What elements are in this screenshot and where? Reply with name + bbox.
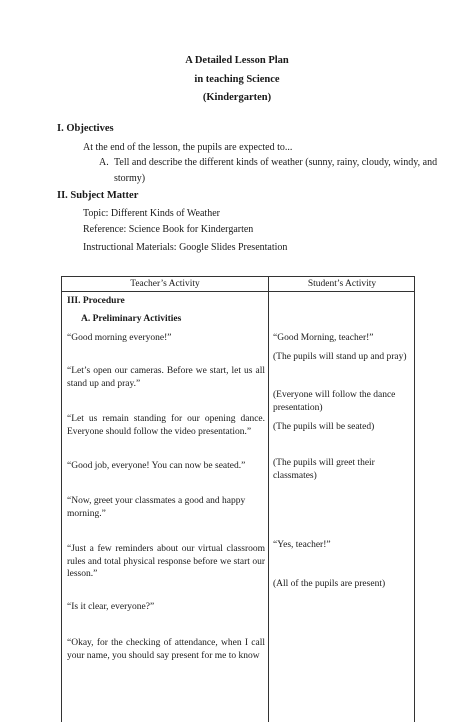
teacher-line-4: “Good job, everyone! You can now be seated.” [67, 461, 246, 471]
header-divider [62, 291, 414, 292]
preliminary-heading: A. Preliminary Activities [81, 314, 182, 324]
doc-title-line3: (Kindergarten) [202, 92, 272, 103]
teacher-line-6: “Just a few reminders about our virtual classroom rules and total physical response before we start our lesson.” [67, 544, 265, 579]
objective-a-line2: stormy) [114, 173, 146, 184]
teacher-line-7: “Is it clear, everyone?” [67, 602, 155, 612]
student-line-3: (Everyone will follow the dance presentation) [273, 390, 396, 413]
doc-title-line1: A Detailed Lesson Plan [185, 55, 289, 66]
topic-line: Topic: Different Kinds of Weather [83, 208, 220, 219]
objective-a-line1: Tell and describe the different kinds of weather (sunny, rainy, cloudy, windy, and [114, 157, 438, 168]
subject-matter-heading: II. Subject Matter [57, 190, 139, 201]
materials-line: Instructional Materials: Google Slides Presentation [83, 242, 288, 253]
teacher-line-2: “Let’s open our cameras. Before we start, let us all stand up and pray.” [67, 366, 265, 389]
student-line-5: (The pupils will greet their classmates) [273, 458, 375, 481]
procedure-heading: III. Procedure [67, 296, 125, 306]
student-line-4: (The pupils will be seated) [273, 422, 375, 432]
doc-title-line2: in teaching Science [194, 74, 280, 85]
student-line-2: (The pupils will stand up and pray) [273, 352, 407, 362]
reference-line: Reference: Science Book for Kindergarten [83, 224, 254, 235]
teacher-column-header: Teacher’s Activity [130, 279, 200, 289]
teacher-line-3: “Let us remain standing for our opening dance. Everyone should follow the video presentation.” [67, 414, 265, 437]
student-column-header: Student’s Activity [307, 279, 377, 289]
teacher-line-1: “Good morning everyone!” [67, 333, 172, 343]
teacher-line-5: “Now, greet your classmates a good and happy morning.” [67, 496, 246, 519]
activity-table [61, 276, 415, 722]
objective-a-marker: A. [99, 157, 109, 168]
objectives-intro: At the end of the lesson, the pupils are expected to... [83, 142, 293, 153]
student-line-1: “Good Morning, teacher!” [273, 333, 374, 343]
column-divider [268, 277, 269, 722]
student-line-7: (All of the pupils are present) [273, 579, 386, 589]
student-line-6: “Yes, teacher!” [273, 540, 331, 550]
teacher-line-8: “Okay, for the checking of attendance, when I call your name, you should say present for me to know [67, 638, 265, 661]
objectives-heading: I. Objectives [57, 123, 114, 134]
